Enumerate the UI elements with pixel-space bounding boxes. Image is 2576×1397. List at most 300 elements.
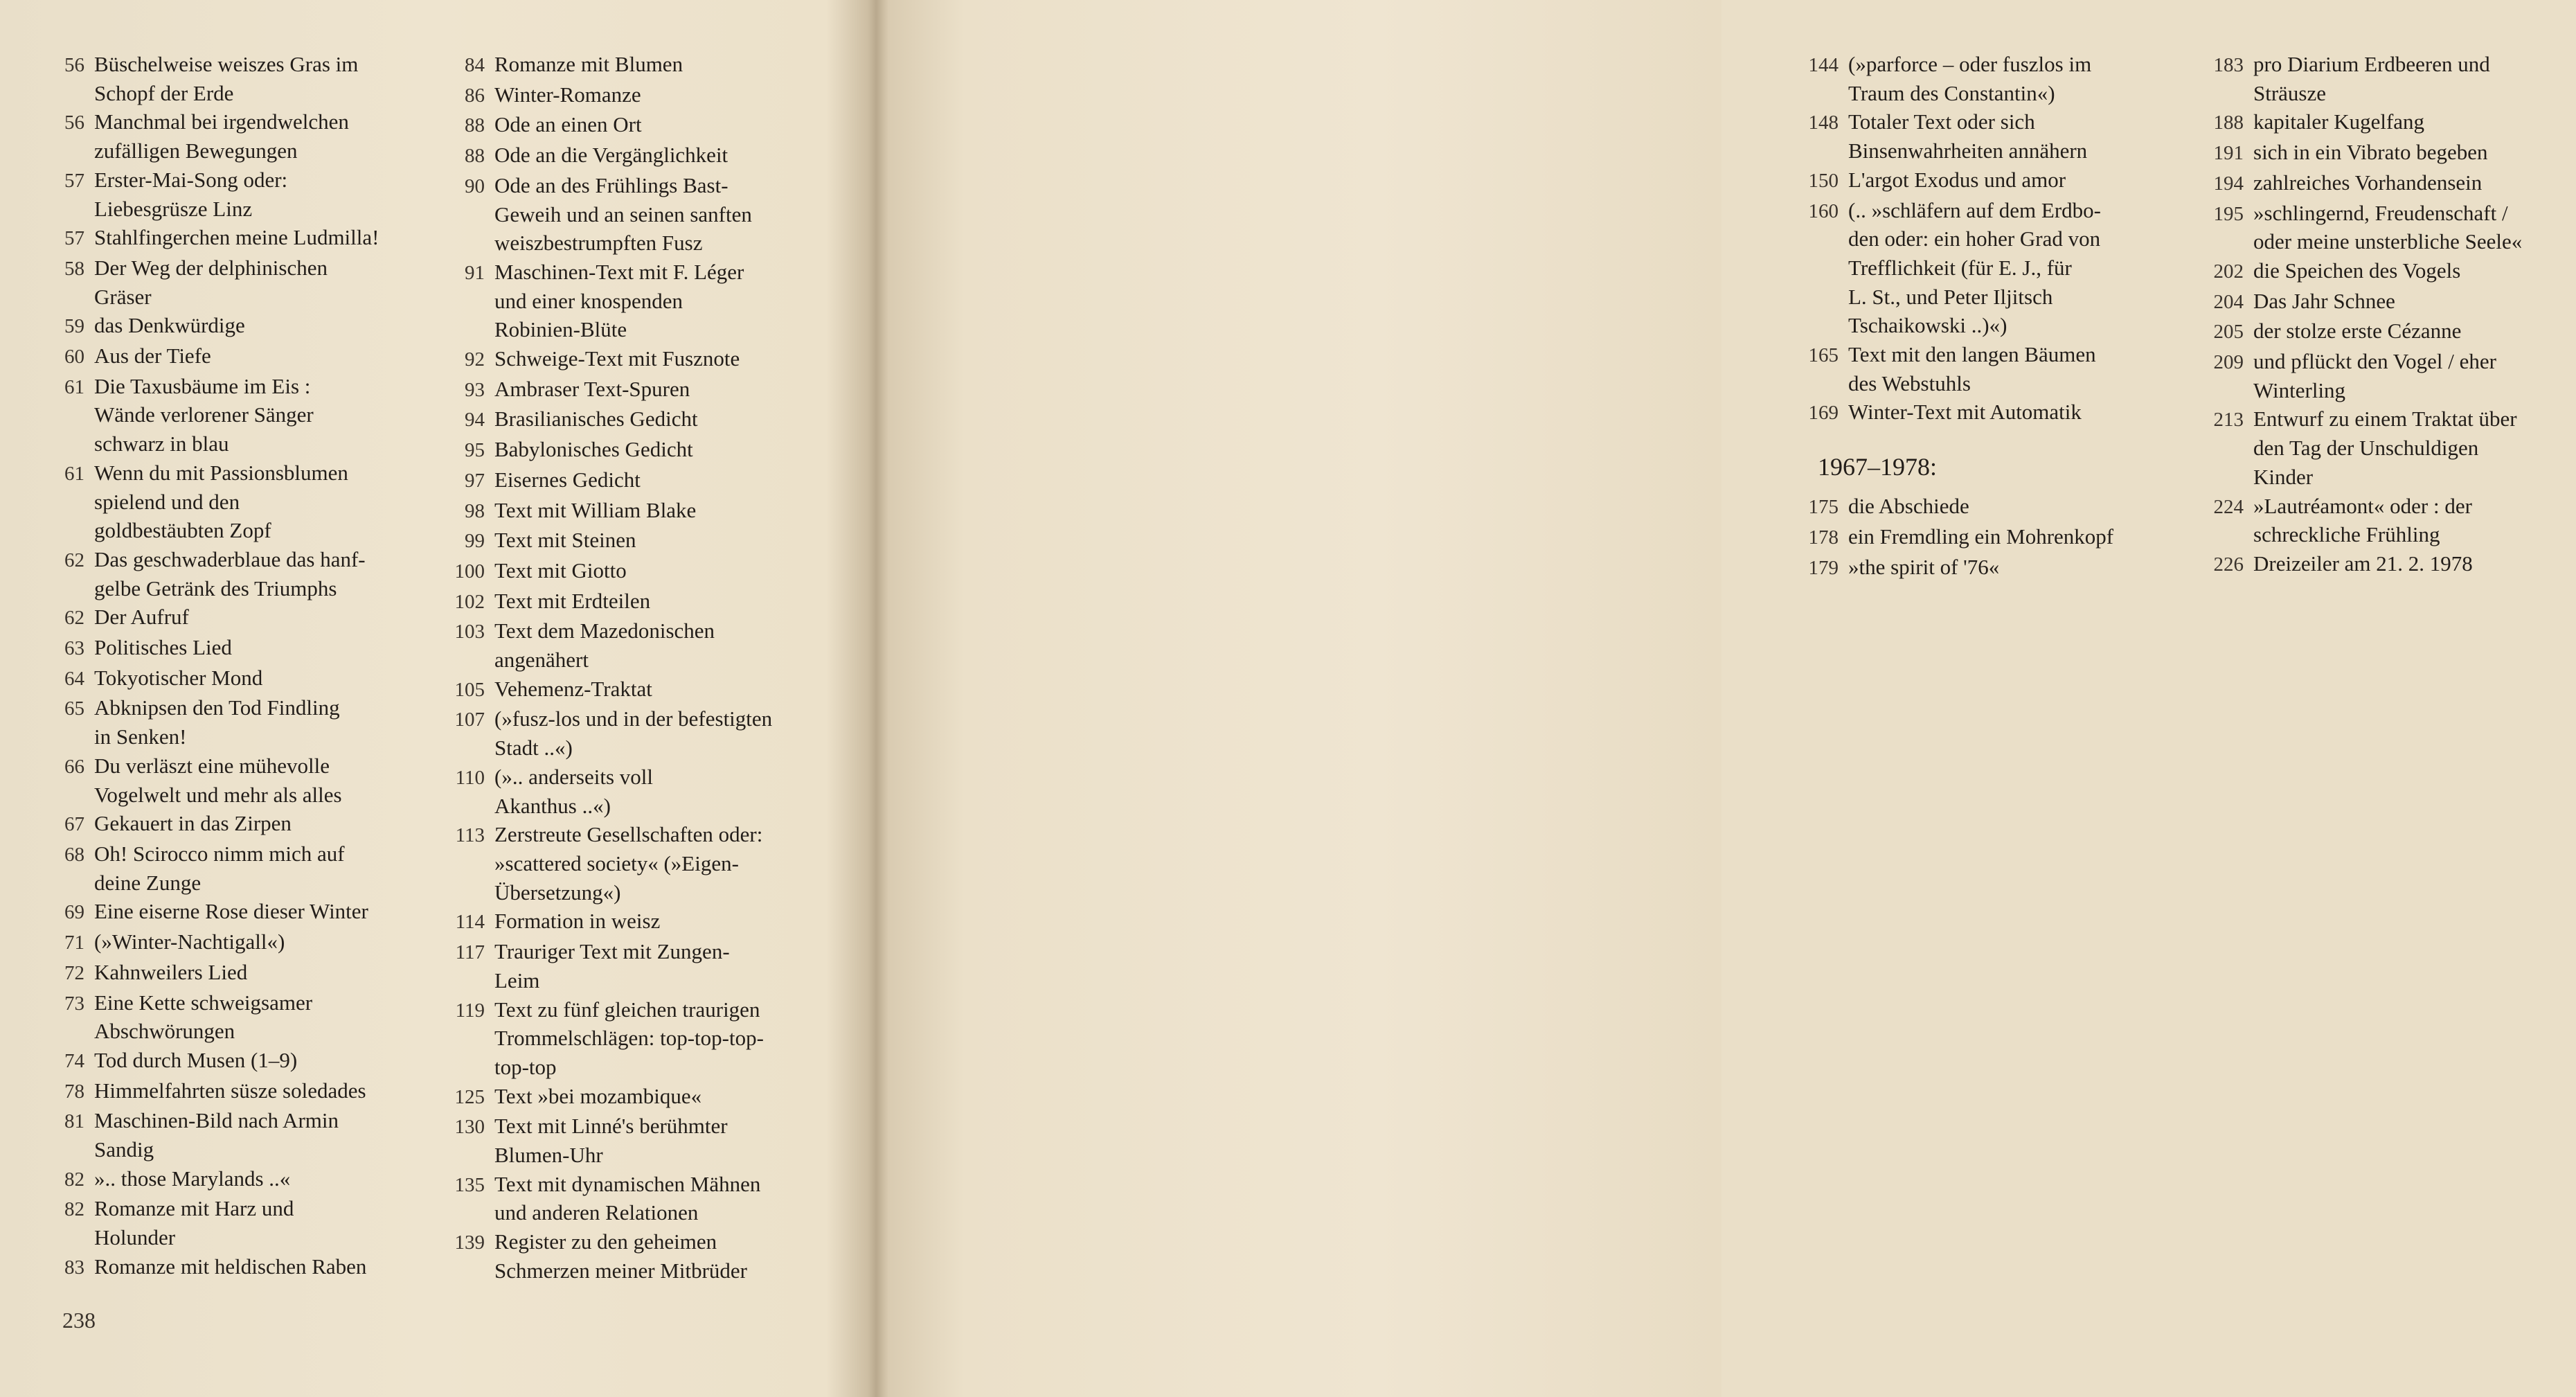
toc-title (84, 372, 429, 459)
toc-title-line: L. St., und Peter Iljitsch (1848, 284, 2053, 309)
toc-title (84, 1106, 429, 1164)
toc-title-line: Romanze mit Blumen (494, 52, 683, 76)
toc-title (84, 693, 429, 751)
toc-title (2244, 287, 2576, 316)
toc-page-number: 205 (2213, 321, 2244, 344)
toc-entry (55, 1164, 429, 1195)
toc-title (1839, 522, 2185, 551)
toc-page-number: 202 (2213, 260, 2244, 283)
toc-title (84, 664, 429, 693)
toc-title-line: Binsenwahrheiten annähern (1848, 139, 2088, 163)
toc-title-line: Akanthus ..«) (494, 793, 611, 818)
toc-title (84, 545, 429, 603)
toc-title-line: Register zu den geheimen (494, 1229, 717, 1254)
toc-entry (443, 1170, 838, 1227)
toc-entry (2202, 404, 2576, 491)
toc-title-line: pro Diarium Erdbeeren und (2253, 52, 2490, 76)
toc-entry (1797, 166, 2185, 196)
toc-title-line: Stadt ..«) (494, 736, 573, 760)
toc-title-line: und pflückt den Vogel / eher (2253, 349, 2496, 374)
toc-title-line: Formation in weisz (494, 909, 661, 934)
toc-entry (55, 1194, 429, 1252)
toc-title (84, 809, 429, 838)
toc-title-line: Romanze mit Harz und (94, 1196, 294, 1221)
toc-page-number: 102 (454, 590, 485, 613)
toc-entry (443, 50, 838, 80)
toc-page-number: 62 (64, 549, 84, 571)
toc-group-1967-1978 (1797, 492, 2185, 582)
toc-title (84, 1046, 429, 1075)
toc-title (2244, 107, 2576, 136)
toc-page-number: 90 (465, 175, 485, 197)
toc-title-line: gelbe Getränk des Triumphs (94, 576, 337, 600)
toc-title (2244, 492, 2576, 549)
toc-title (84, 50, 429, 107)
toc-entry (443, 375, 838, 405)
toc-title-line: in Senken! (94, 724, 187, 749)
toc-entry (55, 372, 429, 459)
toc-title-line: Das Jahr Schnee (2253, 288, 2395, 313)
toc-entry (443, 675, 838, 705)
section-heading: 1967–1978: (1818, 453, 1938, 481)
toc-page-number: 117 (455, 941, 485, 964)
toc-entry (2202, 199, 2576, 256)
toc-title-line: Maschinen-Bild nach Armin (94, 1108, 339, 1133)
toc-entry (443, 763, 838, 820)
toc-title-line: und anderen Relationen (494, 1200, 699, 1225)
toc-page-number: 72 (64, 961, 84, 984)
toc-title-line: Ode an die Vergänglichkeit (494, 143, 728, 168)
toc-entry (443, 171, 838, 258)
toc-title-line: den Tag der Unschuldigen (2253, 436, 2479, 461)
toc-title-line: (»Winter-Nachtigall«) (94, 929, 285, 954)
toc-page-number: 98 (465, 499, 485, 522)
toc-title (2244, 404, 2576, 491)
toc-entry (1797, 522, 2185, 553)
toc-title-line: Schopf der Erde (94, 80, 234, 105)
toc-title-line: Büschelweise weiszes Gras im (94, 52, 359, 76)
toc-page-number: 204 (2213, 290, 2244, 313)
toc-title-line: Text mit Erdteilen (494, 588, 651, 613)
toc-title-line: Winterling (2253, 377, 2346, 402)
toc-title (485, 907, 838, 936)
toc-title (84, 107, 429, 165)
toc-title (84, 633, 429, 662)
toc-title-line: sich in ein Vibrato begeben (2253, 140, 2488, 165)
toc-title-line: Ode an einen Ort (494, 112, 642, 137)
toc-title-line: Aus der Tiefe (94, 344, 211, 368)
toc-entry (55, 50, 429, 107)
toc-title (485, 556, 838, 585)
toc-title-line: Text »bei mozambique« (494, 1083, 702, 1108)
toc-entry (443, 435, 838, 465)
toc-title (2244, 199, 2576, 256)
toc-entry (2202, 347, 2576, 404)
toc-title-line: (».. anderseits voll (494, 764, 654, 789)
toc-title (485, 616, 838, 674)
toc-title-line: Robinien-Blüte (494, 317, 627, 342)
toc-title-line: Schmerzen meiner Mitbrüder (494, 1258, 747, 1283)
toc-page-number: 165 (1808, 344, 1839, 367)
toc-title-line: Erster-Mai-Song oder: (94, 167, 288, 192)
toc-page-number: 224 (2213, 495, 2244, 518)
toc-page-number: 61 (64, 375, 84, 398)
toc-entry (1797, 107, 2185, 165)
toc-title (485, 820, 838, 907)
toc-page-number: 67 (64, 813, 84, 836)
toc-entry (55, 603, 429, 633)
toc-page-number: 113 (455, 824, 485, 847)
toc-title-line: Winter-Romanze (494, 82, 641, 107)
toc-title (2244, 50, 2576, 107)
toc-page-number: 114 (455, 911, 485, 934)
toc-title-line: Tschaikowski ..)«) (1848, 313, 2007, 338)
toc-title-line: Kahnweilers Lied (94, 959, 248, 984)
toc-title (84, 927, 429, 956)
toc-entry (443, 141, 838, 171)
toc-title (1839, 553, 2185, 582)
toc-title (1839, 398, 2185, 427)
toc-title-line: Vehemenz-Traktat (494, 676, 652, 701)
toc-column-3 (1797, 50, 2185, 582)
toc-entry (443, 80, 838, 111)
toc-page-number: 63 (64, 637, 84, 660)
toc-title (84, 839, 429, 897)
toc-entry (443, 616, 838, 674)
toc-title-line: goldbestäubten Zopf (94, 518, 271, 543)
toc-page-number: 56 (64, 112, 84, 134)
toc-page-number: 179 (1808, 556, 1839, 579)
toc-title-line: »Lautréamont« oder : der (2253, 493, 2472, 518)
toc-title-line: zufälligen Bewegungen (94, 139, 298, 163)
toc-title-line: ».. those Marylands ..« (94, 1166, 291, 1191)
toc-page-number: 66 (64, 755, 84, 778)
toc-title-line: Eine Kette schweigsamer (94, 990, 313, 1015)
toc-title (1839, 492, 2185, 521)
toc-page-number: 130 (454, 1116, 485, 1139)
toc-entry (55, 839, 429, 897)
toc-title-line: Text mit Steinen (494, 528, 636, 553)
toc-title (1839, 196, 2185, 341)
toc-entry (443, 907, 838, 937)
toc-page-number: 78 (64, 1080, 84, 1103)
toc-title-line: Text zu fünf gleichen traurigen (494, 997, 760, 1022)
toc-entry (2202, 549, 2576, 580)
toc-title-line: »schlingernd, Freudenschaft / (2253, 200, 2508, 225)
toc-title-line: Schweige-Text mit Fusznote (494, 346, 740, 371)
toc-page-number: 148 (1808, 112, 1839, 134)
toc-title (485, 258, 838, 344)
toc-title-line: kapitaler Kugelfang (2253, 109, 2425, 134)
toc-entry (55, 988, 429, 1046)
toc-column-2 (443, 50, 838, 1285)
toc-title (485, 1082, 838, 1111)
toc-entry (2202, 492, 2576, 549)
toc-title (1839, 340, 2185, 398)
toc-title (84, 1164, 429, 1193)
toc-page-number: 139 (454, 1231, 485, 1254)
toc-title (485, 344, 838, 373)
toc-title-line: Text mit den langen Bäumen (1848, 342, 2096, 367)
toc-page-number: 160 (1808, 199, 1839, 222)
toc-title (84, 166, 429, 223)
toc-entry (2202, 107, 2576, 138)
toc-page-number: 59 (64, 315, 84, 338)
toc-title-line: (»fusz-los und in der befestigten (494, 706, 773, 731)
toc-title-line: Der Aufruf (94, 605, 189, 630)
toc-title-line: Entwurf zu einem Traktat über (2253, 407, 2517, 431)
toc-page-number: 61 (64, 462, 84, 485)
toc-page-number: 105 (454, 678, 485, 701)
toc-page-number: 99 (465, 530, 485, 553)
toc-page-number: 62 (64, 607, 84, 630)
toc-title (2244, 138, 2576, 167)
toc-page-number: 88 (465, 145, 485, 168)
toc-page-number: 73 (64, 992, 84, 1015)
toc-title (84, 1194, 429, 1252)
toc-title-line: Politisches Lied (94, 635, 232, 660)
toc-entry (443, 1227, 838, 1285)
toc-title-line: Brasilianisches Gedicht (494, 407, 698, 431)
toc-page-number: 64 (64, 667, 84, 690)
toc-title (84, 223, 429, 252)
toc-title-line: Text mit Linné's berühmter (494, 1114, 728, 1139)
right-page (869, 0, 2523, 1397)
toc-title-line: das Denkwürdige (94, 313, 245, 338)
toc-page-number: 97 (465, 469, 485, 492)
toc-title (485, 375, 838, 404)
toc-page-number: 71 (64, 932, 84, 954)
toc-title-line: Liebesgrüsze Linz (94, 196, 253, 221)
toc-title (485, 141, 838, 170)
toc-title (2244, 347, 2576, 404)
toc-page-number: 175 (1808, 496, 1839, 519)
toc-title (84, 751, 429, 809)
toc-title-line: Trauriger Text mit Zungen- (494, 939, 730, 964)
toc-title-line: schwarz in blau (94, 431, 229, 456)
toc-page-number: 81 (64, 1110, 84, 1133)
toc-title-line: Wände verlorener Sänger (94, 402, 314, 427)
toc-page-number: 119 (455, 999, 485, 1022)
toc-page-number: 58 (64, 257, 84, 280)
toc-entry (443, 526, 838, 556)
toc-title-line: den oder: ein hoher Grad von (1848, 226, 2101, 251)
toc-title-line: Text mit dynamischen Mähnen (494, 1171, 761, 1196)
toc-title (84, 311, 429, 340)
toc-title-line: des Webstuhls (1848, 371, 1971, 395)
toc-page-number: 57 (64, 227, 84, 250)
toc-page-number: 150 (1808, 169, 1839, 192)
toc-page-number: 209 (2213, 351, 2244, 374)
toc-title-line: Text mit William Blake (494, 497, 697, 522)
toc-title-line: die Abschiede (1848, 494, 1969, 519)
toc-page-number: 100 (454, 560, 485, 582)
toc-title-line: Wenn du mit Passionsblumen (94, 460, 348, 485)
toc-entry (443, 465, 838, 496)
toc-entry (55, 545, 429, 603)
toc-group-early (1797, 50, 2185, 428)
toc-page-number: 213 (2213, 409, 2244, 431)
toc-page-number: 178 (1808, 526, 1839, 549)
toc-title (485, 937, 838, 995)
toc-title (84, 897, 429, 926)
toc-entry (443, 820, 838, 907)
toc-title-line: Zerstreute Gesellschaften oder: (494, 822, 763, 847)
toc-title-line: Abknipsen den Tod Findling (94, 695, 340, 720)
toc-title (485, 171, 838, 258)
toc-page-number: 135 (454, 1173, 485, 1196)
toc-page-number: 68 (64, 843, 84, 866)
toc-title (485, 465, 838, 495)
toc-title (485, 404, 838, 434)
toc-title (2244, 317, 2576, 346)
toc-entry (443, 937, 838, 995)
toc-entry (1797, 196, 2185, 341)
toc-title (485, 80, 838, 109)
toc-title (84, 1252, 429, 1281)
toc-title (485, 526, 838, 555)
toc-page-number: 188 (2213, 112, 2244, 134)
toc-entry (2202, 50, 2576, 107)
toc-column-4 (2202, 50, 2576, 580)
toc-title-line: L'argot Exodus und amor (1848, 167, 2066, 192)
toc-title-line: Winter-Text mit Automatik (1848, 400, 2082, 425)
toc-title (84, 253, 429, 311)
toc-title-line: Ode an des Frühlings Bast- (494, 172, 728, 197)
toc-entry (55, 311, 429, 341)
toc-title (1839, 50, 2185, 107)
toc-page-number: 103 (454, 621, 485, 643)
toc-page-number: 84 (465, 54, 485, 76)
toc-page-number: 88 (465, 114, 485, 137)
toc-entry (1797, 492, 2185, 522)
toc-entry (443, 404, 838, 435)
toc-page-number: 93 (465, 378, 485, 401)
toc-page-number: 226 (2213, 553, 2244, 576)
toc-title-line: Himmelfahrten süsze soledades (94, 1078, 366, 1103)
toc-title (485, 675, 838, 704)
toc-title-line: Romanze mit heldischen Raben (94, 1254, 367, 1279)
toc-title-line: top-top (494, 1054, 557, 1079)
toc-page-number: 69 (64, 901, 84, 924)
toc-page-number: 65 (64, 697, 84, 720)
toc-entry (443, 995, 838, 1082)
toc-page-number: 191 (2213, 142, 2244, 165)
toc-title-line: Vogelwelt und mehr als alles (94, 782, 342, 807)
toc-title-line: ein Fremdling ein Mohrenkopf (1848, 524, 2114, 549)
toc-page-number: 144 (1808, 54, 1839, 76)
toc-title-line: deine Zunge (94, 870, 202, 895)
toc-entry (55, 341, 429, 372)
toc-title (84, 958, 429, 987)
toc-title-line: Holunder (94, 1225, 176, 1250)
toc-title-line: Eine eiserne Rose dieser Winter (94, 899, 368, 924)
toc-entry (55, 253, 429, 311)
toc-title-line: Tod durch Musen (1–9) (94, 1047, 298, 1072)
toc-entry (443, 1082, 838, 1112)
page-number: 238 (62, 1308, 96, 1333)
toc-title-line: Der Weg der delphinischen (94, 255, 328, 280)
toc-title-line: Eisernes Gedicht (494, 467, 641, 492)
toc-page-number: 194 (2213, 172, 2244, 195)
toc-title-line: spielend und den (94, 489, 240, 514)
toc-title (485, 1112, 838, 1169)
toc-title-line: Stahlfingerchen meine Ludmilla! (94, 225, 379, 250)
toc-entry (55, 166, 429, 223)
toc-title-line: oder meine unsterbliche Seele« (2253, 229, 2523, 254)
toc-title-line: (»parforce – oder fuszlos im (1848, 52, 2092, 76)
toc-page-number: 95 (465, 439, 485, 462)
toc-entry (55, 107, 429, 165)
toc-title (485, 50, 838, 79)
toc-title (485, 1170, 838, 1227)
toc-entry (55, 459, 429, 545)
toc-entry (2202, 168, 2576, 199)
toc-page-number: 74 (64, 1049, 84, 1072)
toc-title-line: Die Taxusbäume im Eis : (94, 373, 311, 398)
toc-page-number: 110 (455, 766, 485, 789)
toc-title-line: der stolze erste Cézanne (2253, 319, 2462, 344)
toc-entry (55, 927, 429, 958)
toc-entry (443, 110, 838, 141)
toc-page-number: 56 (64, 54, 84, 76)
toc-entry (1797, 553, 2185, 583)
toc-page-number: 82 (64, 1168, 84, 1191)
toc-title-line: Maschinen-Text mit F. Léger (494, 259, 744, 284)
toc-title (84, 1076, 429, 1105)
toc-title (1839, 166, 2185, 195)
toc-title (485, 435, 838, 464)
toc-page-number: 83 (64, 1256, 84, 1279)
toc-page-number: 183 (2213, 54, 2244, 76)
toc-title (2244, 256, 2576, 285)
toc-title (485, 496, 838, 525)
toc-page-number: 107 (454, 709, 485, 731)
toc-title-line: Gräser (94, 284, 152, 309)
toc-title-line: »the spirit of '76« (1848, 554, 2000, 579)
toc-title (84, 603, 429, 632)
toc-title-line: Text dem Mazedonischen (494, 619, 715, 643)
toc-title-line: weiszbestrumpften Fusz (494, 231, 703, 256)
toc-title-line: Sträusze (2253, 80, 2327, 105)
toc-title-line: (.. »schläfern auf dem Erdbo- (1848, 197, 2101, 222)
toc-title-line: Übersetzung«) (494, 880, 621, 905)
toc-entry (55, 664, 429, 694)
toc-title-line: »scattered society« (»Eigen- (494, 851, 739, 875)
toc-title-line: Du verläszt eine mühevolle (94, 753, 330, 778)
toc-title (485, 110, 838, 139)
toc-entry (55, 1252, 429, 1283)
toc-title-line: Totaler Text oder sich (1848, 109, 2035, 134)
toc-entry (55, 751, 429, 809)
toc-title-line: Dreizeiler am 21. 2. 1978 (2253, 551, 2473, 576)
toc-page-number: 86 (465, 84, 485, 107)
toc-page-number: 57 (64, 169, 84, 192)
toc-title (84, 341, 429, 371)
toc-title (84, 988, 429, 1046)
toc-title-line: Geweih und an seinen sanften (494, 202, 752, 226)
toc-title (485, 995, 838, 1082)
toc-title-line: Manchmal bei irgendwelchen (94, 109, 349, 134)
toc-entry (443, 556, 838, 587)
toc-entry (443, 1112, 838, 1169)
toc-title (485, 587, 838, 616)
toc-title-line: Babylonisches Gedicht (494, 437, 693, 462)
toc-title (485, 704, 838, 762)
toc-title-line: zahlreiches Vorhandensein (2253, 170, 2483, 195)
toc-page-number: 169 (1808, 402, 1839, 425)
toc-entry (1797, 340, 2185, 398)
